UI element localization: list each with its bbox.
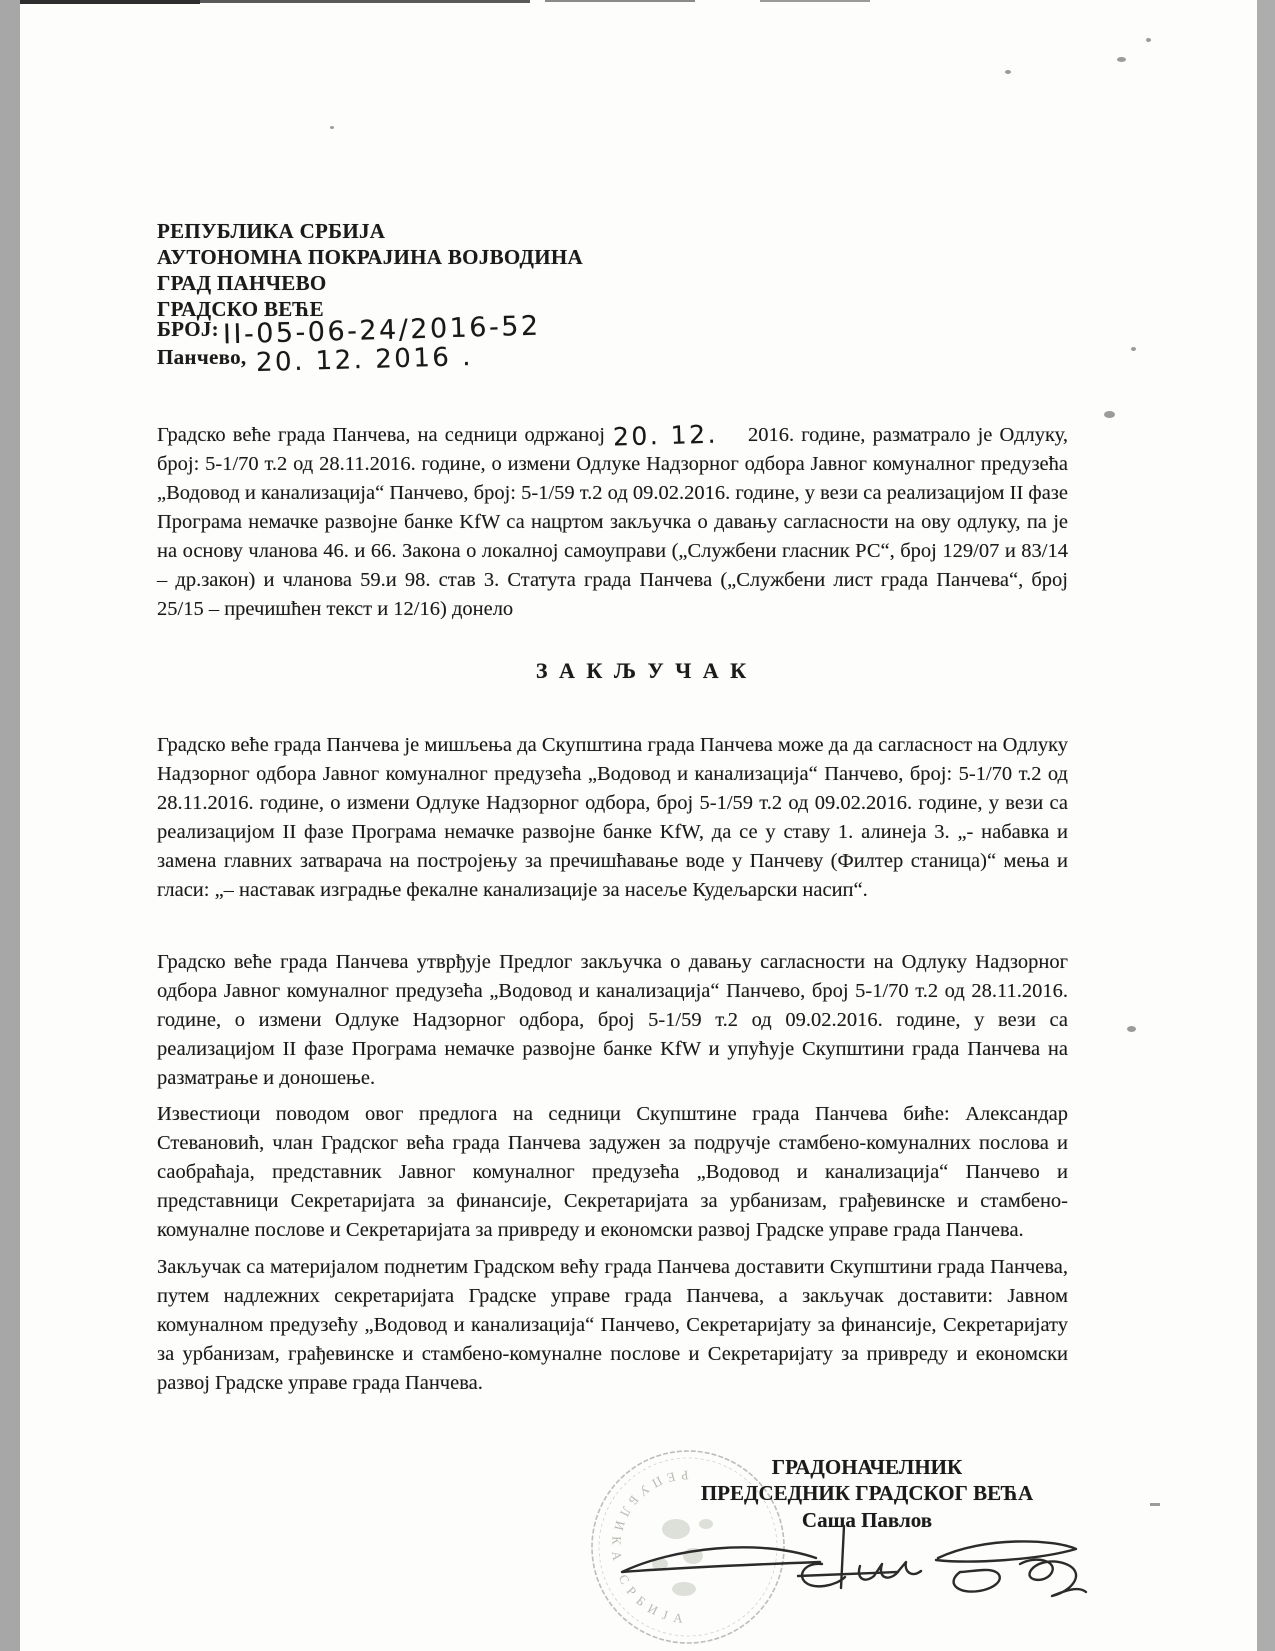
paragraph-distribution: Закључак са материјалом поднетим Градском већу града Панчева доставити Скупштини града Панчева, путем надлежних секретаријата Градске управе града Панчева, а закључак доставити: Јавном комуналном предузећу „Водовод и канализација“ Панчево, Секретаријату за финансије, Секретаријату за урбанизам, грађевинске и стамбено-комуналне послове и Секретаријату за привреду и економски развој Градске управе града Панчева.	[157, 1256, 1068, 1394]
paragraph-rapporteurs: Известиоци поводом овог предлога на седници Скупштине града Панчева биће: Александар Стевановић, члан Градског већа града Панчева задужен за подручје стамбено-комуналних послова и саобраћаја, представник Јавног комуналног предузећа „Водовод и канализација“ Панчево и представници Секретаријата за финансије, Секретаријата за урбанизам, грађевинске и стамбено-комуналне послове и Секретаријата за привреду и економски развој Градске управе града Панчева.	[157, 1103, 1068, 1241]
scan-speck	[1117, 57, 1126, 62]
date-handwritten: 20. 12. 2016 .	[256, 341, 474, 379]
scan-edge-right	[1257, 0, 1275, 1651]
letterhead-line-city: ГРАД ПАНЧЕВО	[157, 271, 327, 295]
document-number-row	[157, 310, 541, 351]
intro-paragraph	[157, 421, 1068, 624]
document-title: З А К Љ У Ч А К	[535, 658, 750, 683]
intro-text-before-date: Градско веће града Панчева, на седници одржаној	[157, 424, 605, 446]
scan-top-line	[545, 0, 695, 2]
letterhead	[157, 218, 583, 322]
stamp-ring-text: РЕПУБЛИКА СРБИЈА	[608, 1467, 691, 1627]
letterhead-line-republic: РЕПУБЛИКА СРБИЈА	[157, 219, 386, 243]
paragraph-proposal: Градско веће града Панчева утврђује Предлог закључка о давању сагласности на Одлуку Надзорног одбора Јавног комуналног предузећа „Водовод и канализација“ Панчево, број 5-1/70 т.2 од 28.11.2016. године, о измени Одлуке Надзорног одбора, број 5-1/59 т.2 од 09.02.2016. године, у вези са реализацијом II фазе Програма немачке развојне банке KfW и упућује Скупштини града Панчева на разматрање и доношење.	[157, 951, 1068, 1089]
scan-speck	[1131, 347, 1136, 351]
letterhead-line-province: АУТОНОМНА ПОКРАЈИНА ВОЈВОДИНА	[157, 245, 583, 269]
intro-text-after-date: 2016. године, разматрало је Одлуку, број: 5-1/70 т.2 од 28.11.2016. године, о измени Одлуке Надзорног одбора Јавног комуналног предузећа „Водовод и канализација“ Панчево, број: 5-1/59 т.2 од 09.02.2016. године, у вези са реализацијом II фазе Програма немачке развојне банке KfW са нацртом закључка о давању сагласности на ову одлуку, па је на основу чланова 46. и 66. Закона о локалној самоуправи („Службени гласник РС“, број 129/07 и 83/14 – др.закон) и чланова 59.и 98. став 3. Статута града Панчева („Службени лист града Панчева“, број 25/15 – пречишћен текст и 12/16) донело	[157, 424, 1068, 620]
signer-role-line2: ПРЕДСЕДНИК ГРАДСКОГ ВЕЋА	[700, 1481, 1034, 1505]
document-number-label: БРОЈ:	[157, 317, 219, 341]
scan-top-line	[760, 0, 870, 2]
scan-speck	[1005, 70, 1011, 74]
scan-speck	[1150, 1503, 1160, 1506]
scan-speck	[330, 126, 334, 129]
paragraph-opinion: Градско веће града Панчева је мишљења да Скупштина града Панчева може да да сагласност на Одлуку Надзорног одбора Јавног комуналног предузећа „Водовод и канализација“ Панчево, број: 5-1/70 т.2 од 28.11.2016. године, о измени Одлуке Надзорног одбора, број 5-1/59 т.2 од 09.02.2016. године, у вези са реализацијом II фазе Програма немачке развојне банке KfW, да се у ставу 1. алинеја 3. „- набавка и замена главних затварача на постројењу за пречишћавање воде у Панчеву (Филтер станица)“ мења и гласи: „– наставак изградње фекалне канализације за насеље Кудељарски насип“.	[157, 734, 1068, 901]
signer-name: Саша Павлов	[801, 1508, 933, 1532]
session-date-handwritten: 20. 12.	[612, 419, 719, 452]
scan-speck	[1146, 38, 1151, 42]
place-label: Панчево,	[157, 345, 247, 369]
scan-edge-left	[0, 0, 20, 1651]
letterhead-line-council: ГРАДСКО ВЕЋЕ	[157, 297, 324, 321]
scan-top-line	[200, 0, 530, 3]
scan-top-line	[20, 0, 200, 4]
document-number-handwritten: II-05-06-24/2016-52	[222, 310, 541, 351]
scan-speck	[1127, 1026, 1136, 1032]
place-date-row	[157, 341, 474, 379]
signer-role-line1: ГРАДОНАЧЕЛНИК	[771, 1455, 963, 1479]
handwritten-signature	[608, 1522, 1088, 1617]
scan-speck	[1104, 411, 1115, 418]
